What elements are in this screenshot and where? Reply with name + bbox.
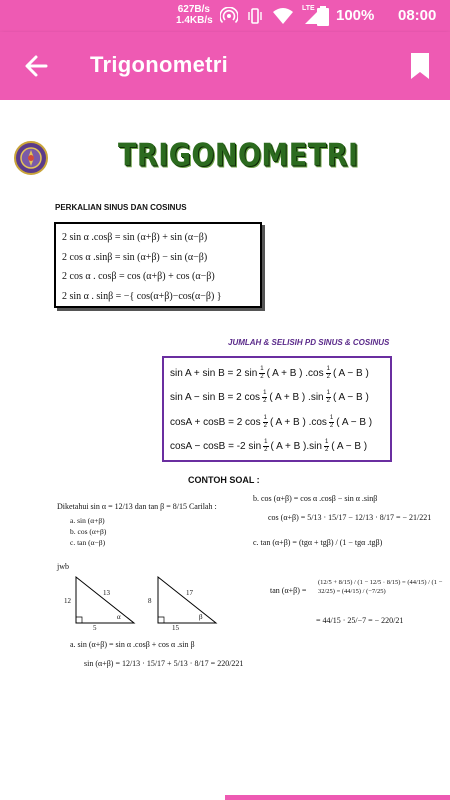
- half-fraction: $\frac{1}{2}$: [324, 439, 329, 454]
- triangle2-side-left: 8: [148, 597, 152, 605]
- triangle1-side-bottom: 5: [93, 624, 97, 632]
- example-part: b. cos (α+β): [70, 527, 107, 536]
- section-title-product: PERKALIAN SINUS DAN COSINUS: [55, 203, 187, 212]
- triangle1-side-left: 12: [64, 597, 71, 605]
- formula-line: cosA − cosB = -2 sin $\frac{1}{2}$ ( A + B ).sin $\frac{1}{2}$ ( A − B ): [170, 439, 368, 454]
- example-parts: [70, 515, 106, 548]
- tan-label: tan (α+β) =: [270, 586, 307, 595]
- example-b-line1: b. cos (α+β) = cos α .cosβ − sin α .sinβ: [253, 494, 378, 503]
- half-fraction: $\frac{1}{2}$: [329, 414, 334, 429]
- back-arrow-icon[interactable]: [22, 52, 50, 80]
- half-fraction: $\frac{1}{2}$: [326, 365, 330, 380]
- triangle-beta: [156, 575, 218, 625]
- half-fraction: $\frac{1}{2}$: [326, 390, 330, 405]
- example-part: c. tan (α−β): [70, 538, 106, 547]
- triangle2-angle: β: [199, 613, 203, 621]
- example-a-line2: sin (α+β) = 12/13 · 15/17 + 5/13 · 8/17 = 220/221: [84, 659, 244, 668]
- battery-icon: [316, 6, 330, 26]
- page-indicator: [225, 795, 450, 800]
- formula-line: cosA + cosB = 2 cos $\frac{1}{2}$ ( A + B ) .cos $\frac{1}{2}$ ( A − B ): [170, 414, 373, 429]
- formula-box-product: [54, 222, 262, 308]
- document-content: [0, 100, 450, 800]
- half-fraction: $\frac{1}{2}$: [260, 365, 264, 380]
- formula-line: 2 cos α . cosβ = cos (α+β) + cos (α−β): [62, 271, 215, 282]
- formula-box-sum: [162, 356, 392, 462]
- triangle2-side-hyp: 17: [186, 589, 193, 597]
- example-title: CONTOH SOAL :: [188, 475, 260, 485]
- clock: 08:00: [398, 7, 437, 24]
- example-c-line1: c. tan (α+β) = (tgα + tgβ) / (1 − tgα .tgβ): [253, 538, 383, 547]
- triangle1-side-hyp: 13: [103, 589, 110, 597]
- triangle2-side-bottom: 15: [172, 624, 179, 632]
- vibrate-icon: [246, 7, 264, 25]
- network-speed: [176, 4, 213, 26]
- wifi-icon: [272, 7, 294, 25]
- example-b-line2: cos (α+β) = 5/13 · 15/17 − 12/13 · 8/17 = − 21/221: [268, 513, 432, 522]
- example-given: Diketahui sin α = 12/13 dan tan β = 8/15 Carilah :: [57, 502, 217, 511]
- example-a-line1: a. sin (α+β) = sin α .cosβ + cos α .sin β: [70, 640, 195, 649]
- formula-line: 2 sin α .cosβ = sin (α+β) + sin (α−β): [62, 232, 208, 243]
- status-icons: [220, 6, 322, 26]
- formula-line: sin A + sin B = 2 sin $\frac{1}{2}$ ( A + B ) .cos $\frac{1}{2}$ ( A − B ): [170, 365, 369, 380]
- speed-up: 627B/s: [177, 4, 210, 15]
- half-fraction: $\frac{1}{2}$: [263, 414, 267, 429]
- page-heading: TRIGONOMETRI: [118, 137, 359, 174]
- battery-percent: 100%: [336, 7, 375, 24]
- triangle1-angle: α: [117, 613, 121, 621]
- app-bar: [0, 32, 450, 100]
- half-fraction: $\frac{1}{2}$: [263, 390, 267, 405]
- lte-label: LTE: [302, 5, 315, 12]
- example-part: a. sin (α+β): [70, 516, 105, 525]
- tan-work-line1: (12/5 + 8/15) / (1 − 12/5 · 8/15) = (44/15) / (1 − 32/25) = (44/15) / (−7/25): [318, 579, 443, 595]
- formula-line: 2 sin α . sinβ = −{ cos(α+β)−cos(α−β) }: [62, 290, 222, 302]
- tan-work-line2: = 44/15 · 25/−7 = − 220/21: [316, 616, 404, 625]
- app-title: Trigonometri: [90, 52, 229, 77]
- formula-line: sin A − sin B = 2 cos $\frac{1}{2}$ ( A + B ) .sin $\frac{1}{2}$ ( A − B ): [170, 390, 369, 405]
- answer-label: jwb: [57, 562, 69, 571]
- half-fraction: $\frac{1}{2}$: [264, 439, 268, 454]
- triangle-alpha: [74, 575, 136, 625]
- section-title-sum: JUMLAH & SELISIH PD SINUS & COSINUS: [228, 338, 390, 347]
- hotspot-icon: [220, 7, 238, 25]
- university-logo-icon: [10, 140, 52, 176]
- formula-line: 2 cos α .sinβ = sin (α+β) − sin (α−β): [62, 251, 208, 263]
- status-bar: [0, 0, 450, 32]
- bookmark-icon[interactable]: [408, 52, 432, 80]
- speed-down: 1.4KB/s: [176, 15, 213, 26]
